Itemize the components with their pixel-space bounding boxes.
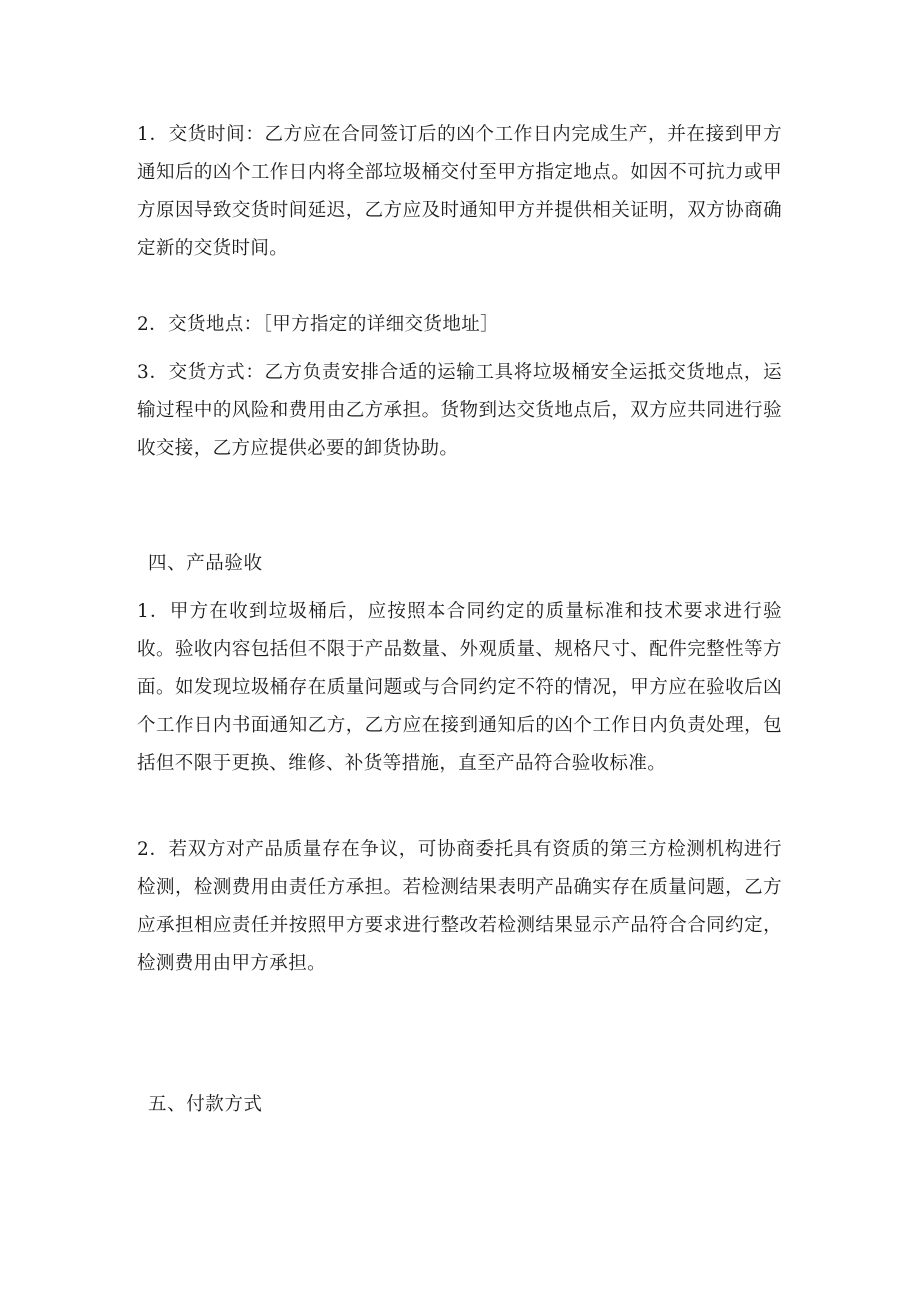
section-heading-payment-method: 五、付款方式	[148, 1094, 263, 1115]
acceptance-inspection-clause: 1．甲方在收到垃圾桶后，应按照本合同约定的质量标准和技术要求进行验收。验收内容包括但不限于产品数量、外观质量、规格尺寸、配件完整性等方面。如发现垃圾桶存在质量问题或与合同约定不符的情况，甲方应在验收后凶个工作日内书面通知乙方，乙方应在接到通知后的凶个工作日内负责处理，包括但不限于更换、维修、补货等措施，直至产品符合验收标准。	[137, 601, 782, 774]
section-heading-product-acceptance: 四、产品验收	[148, 553, 263, 574]
delivery-time-clause: 1．交货时间：乙方应在合同签订后的凶个工作日内完成生产，并在接到甲方通知后的凶个工作日内将全部垃圾桶交付至甲方指定地点。如因不可抗力或甲方原因导致交货时间延迟，乙方应及时通知甲方并提供相关证明，双方协商确定新的交货时间。	[137, 124, 782, 259]
delivery-method-clause: 3．交货方式：乙方负责安排合适的运输工具将垃圾桶安全运抵交货地点，运输过程中的风险和费用由乙方承担。货物到达交货地点后，双方应共同进行验收交接，乙方应提供必要的卸货协助。	[137, 362, 782, 459]
delivery-location-clause: 2．交货地点：［甲方指定的详细交货地址］	[137, 314, 500, 335]
quality-dispute-clause: 2．若双方对产品质量存在争议，可协商委托具有资质的第三方检测机构进行检测，检测费用由责任方承担。若检测结果表明产品确实存在质量问题，乙方应承担相应责任并按照甲方要求进行整改若检测结果显示产品符合合同约定，检测费用由甲方承担。	[137, 839, 782, 974]
